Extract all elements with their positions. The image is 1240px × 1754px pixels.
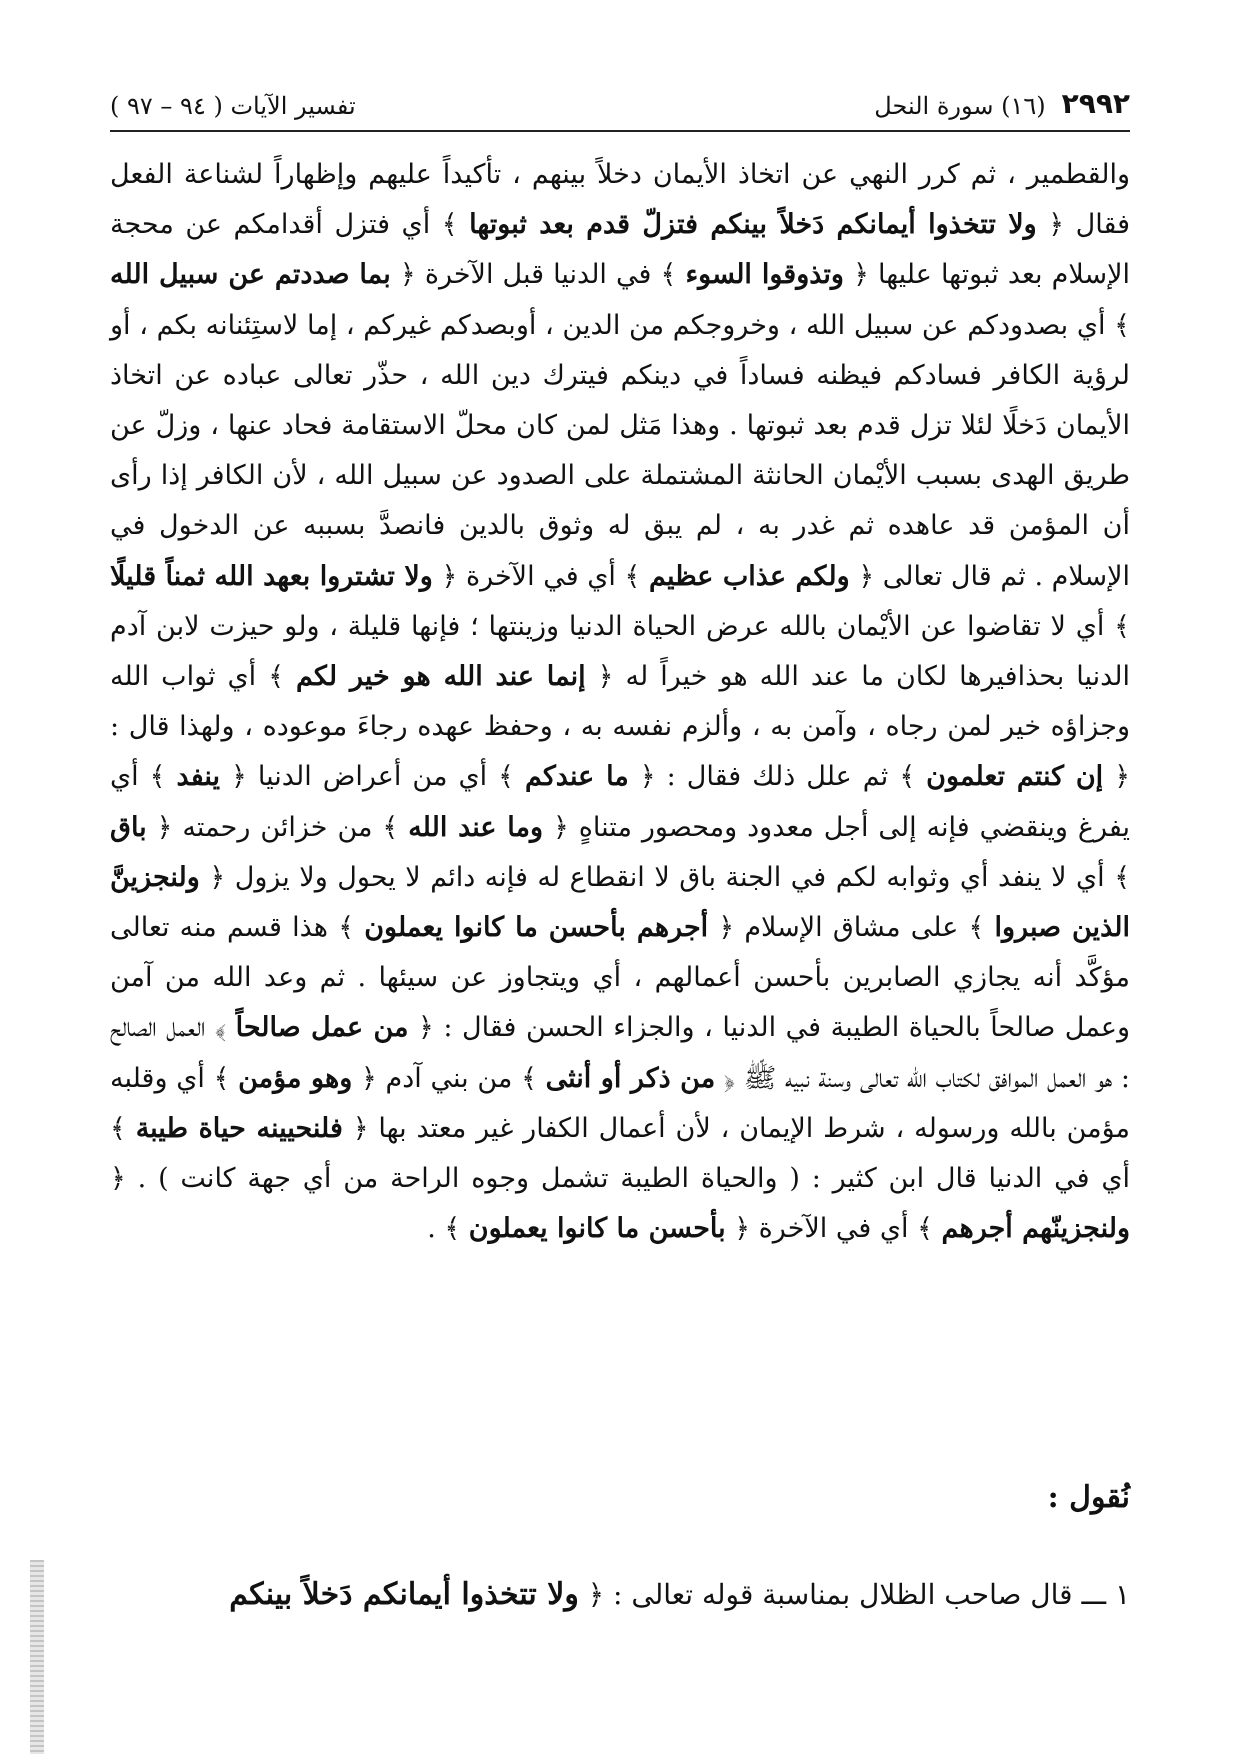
verse-bracket: ﴾ — [1114, 610, 1130, 642]
commentary-text: . — [427, 1213, 445, 1245]
commentary-text: أي وقلبه مؤمن بالله ورسوله ، شرط الإيمان ، لأن أعمال الكفار غير معتد بها — [110, 1062, 1130, 1144]
verse-bracket: ﴾ — [498, 761, 525, 793]
quran-verse: ولنجزينّهم أجرهم — [941, 1213, 1130, 1245]
quran-verse: من عمل صالحاً — [235, 1012, 409, 1044]
quran-verse: ولا تشتروا بعهد الله ثمناً قليلًا — [110, 560, 433, 592]
commentary-text: أي بصدودكم عن سبيل الله ، وخروجكم من الدين ، أوبصدكم غيركم ، إما لاستِئنانه بكم ، أو لرؤية الكافر فسادكم فيظنه فساداً في دينكم فيترك دين الله ، حذّر تعالى عباده عن اتخاذ الأيمان دَخلًا لئلا تزل قدم بعد ثبوتها . وهذا مَثل لمن كان محلّ الاستقامة فحاد عنها ، وزلّ عن طريق الهدى بسبب الأيْمان الحانثة المشتملة على الصدود عن سبيل الله ، لأن الكافر إذا رأى أن المؤمن قد عاهده ثم غدر به ، لم يبق له وثوق بالدين فانصدَّ بسببه عن الدخول في الإسلام . ثم قال تعالى — [110, 309, 1131, 592]
quran-verse: باق — [110, 811, 147, 843]
verse-bracket: ﴿ — [1103, 761, 1131, 793]
commentary-text: على مشاق الإسلام — [734, 912, 969, 944]
header-right-group — [874, 87, 1130, 120]
verse-bracket: ﴾ — [660, 259, 686, 291]
commentary-text: من بني آدم — [376, 1062, 522, 1094]
verse-bracket: ﴾ — [268, 661, 297, 693]
commentary-text: العمل الصالح : هو العمل الموافق لكتاب الله تعالى وسنة نبيه ﷺ — [110, 1012, 1131, 1094]
quran-verse: وما عند الله — [408, 811, 544, 843]
verse-bracket: ﴿ — [725, 1213, 751, 1245]
commentary-text: في الدنيا قبل الآخرة — [415, 259, 661, 291]
quran-verse: وهو مؤمن — [238, 1062, 353, 1094]
verse-bracket: ﴾ — [338, 912, 365, 944]
quran-verse: من ذكر أو أنثى — [545, 1062, 716, 1094]
page-header — [110, 70, 1130, 120]
quran-verse: ولكم عذاب عظيم — [649, 560, 850, 592]
verse-bracket: ﴿ — [110, 1163, 126, 1195]
verse-bracket: ﴿ — [390, 259, 416, 291]
commentary-text: أي يفرغ وينقضي فإنه إلى أجل معدود ومحصور متناهٍ — [110, 761, 1131, 843]
quran-verse: ما عندكم — [524, 761, 629, 793]
section-label: تفسير الآيات ( ٩٤ – ٩٧ ) — [110, 92, 356, 120]
quran-verse: ولا تتخذوا أيمانكم دَخلاً بينكم فتزلّ قدم بعد ثبوتها — [469, 209, 1037, 241]
verse-bracket: ﴿ — [432, 560, 458, 592]
verse-bracket: ﴿ — [843, 259, 869, 291]
surah-label: (١٦) سورة النحل — [874, 92, 1046, 120]
commentary-text: أي من أعراض الدنيا — [246, 761, 499, 793]
commentary-text: أي ثواب الله وجزاؤه خير لمن رجاه ، وآمن به ، وألزم نفسه به ، وحفظ عهده رجاءَ موعوده ، ولهذا قال : — [110, 661, 1130, 743]
verse-open-ornament: ﴿ — [578, 1578, 605, 1611]
verse-bracket: ﴾ — [1114, 309, 1130, 341]
scan-edge-mark — [30, 1560, 44, 1754]
verse-bracket: ﴾ — [1114, 861, 1131, 893]
commentary-text: والقطمير ، ثم كرر النهي عن اتخاذ الأيمان دخلاً بينهم ، تأكيداً عليهم وإظهاراً لشناعة الفعل فقال — [110, 159, 1131, 241]
verse-bracket: ﴾ — [214, 1012, 236, 1044]
commentary-text: أي في الآخرة — [750, 1213, 918, 1245]
verse-bracket: ﴾ — [968, 912, 995, 944]
quran-verse: ينفد — [176, 761, 221, 793]
verse-bracket: ﴾ — [441, 209, 470, 241]
commentary-text: أي في الدنيا قال ابن كثير : ( والحياة الطيبة تشمل وجوه الراحة من أي جهة كانت ) . — [125, 1163, 1130, 1195]
commentary-text: أي فتزل أقدامكم عن محجة الإسلام بعد ثبوتها عليها — [110, 209, 1131, 291]
verse-bracket: ﴾ — [110, 1112, 136, 1144]
header-divider — [110, 130, 1130, 132]
point-1-prefix: ١ ـــ قال صاحب الظلال بمناسبة قوله تعالى : — [604, 1578, 1130, 1611]
verse-bracket: ﴾ — [521, 1062, 546, 1094]
verse-bracket: ﴿ — [352, 1062, 377, 1094]
verse-bracket: ﴿ — [585, 661, 614, 693]
verse-bracket: ﴿ — [220, 761, 247, 793]
verse-bracket: ﴿ — [708, 912, 735, 944]
quran-verse: فلنحيينه حياة طيبة — [135, 1112, 343, 1144]
quran-verse: بأحسن ما كانوا يعملون — [468, 1213, 726, 1245]
quran-verse: وتذوقوا السوء — [685, 259, 844, 291]
verse-bracket: ﴾ — [917, 1213, 942, 1245]
quran-verse: إنما عند الله هو خير لكم — [296, 661, 586, 693]
verse-bracket: ﴿ — [715, 1062, 735, 1094]
verse-bracket: ﴾ — [444, 1213, 469, 1245]
verse-bracket: ﴿ — [849, 560, 875, 592]
verse-bracket: ﴿ — [543, 811, 569, 843]
commentary-text: أي لا ينفد أي وثوابه لكم في الجنة باق لا انقطاع له فإنه دائم لا يحول ولا يزول — [225, 861, 1115, 893]
page-number: ٢٩٩٢ — [1061, 87, 1130, 120]
verse-bracket: ﴾ — [899, 761, 927, 793]
commentary-text: من خزائن رحمته — [172, 811, 383, 843]
said-heading: نُقول : — [1047, 1480, 1130, 1515]
verse-bracket: ﴿ — [342, 1112, 369, 1144]
quran-verse: بما صددتم عن سبيل الله — [110, 259, 391, 291]
verse-bracket: ﴿ — [1036, 209, 1065, 241]
verse-bracket: ﴿ — [146, 811, 173, 843]
book-page — [110, 70, 1130, 1710]
commentary-text: هذا قسم منه تعالى مؤكَّد أنه يجازي الصابرين بأحسن أعمالهم ، أي ويتجاوز عن سيئها . ثم وعد الله من آمن وعمل صالحاً بالحياة الطيبة في الدنيا ، والجزاء الحسن فقال : — [110, 912, 1131, 1044]
verse-bracket: ﴾ — [149, 761, 177, 793]
verse-bracket: ﴾ — [213, 1062, 239, 1094]
commentary-text: ثم علل ذلك فقال : — [655, 761, 900, 793]
tafsir-paragraph — [110, 150, 1130, 1254]
quran-verse: إن كنتم تعلمون — [926, 761, 1104, 793]
commentary-text: أي في الآخرة — [457, 560, 625, 592]
point-1-verse: ولا تتخذوا أيمانكم دَخلاً بينكم — [229, 1577, 579, 1612]
point-1 — [110, 1570, 1130, 1620]
verse-bracket: ﴾ — [382, 811, 409, 843]
verse-bracket: ﴿ — [628, 761, 656, 793]
verse-bracket: ﴿ — [408, 1012, 434, 1044]
verse-bracket: ﴿ — [199, 861, 226, 893]
verse-bracket: ﴾ — [624, 560, 650, 592]
quran-verse: ولنجزينَّ الذين صبروا — [110, 861, 1130, 944]
commentary-text: أي لا تقاضوا عن الأيْمان بالله عرض الحياة الدنيا وزينتها ؛ فإنها قليلة ، ولو حيزت لابن آدم الدنيا بحذافيرها لكان ما عند الله هو خيراً له — [110, 610, 1131, 693]
quran-verse: أجرهم بأحسن ما كانوا يعملون — [364, 912, 709, 944]
